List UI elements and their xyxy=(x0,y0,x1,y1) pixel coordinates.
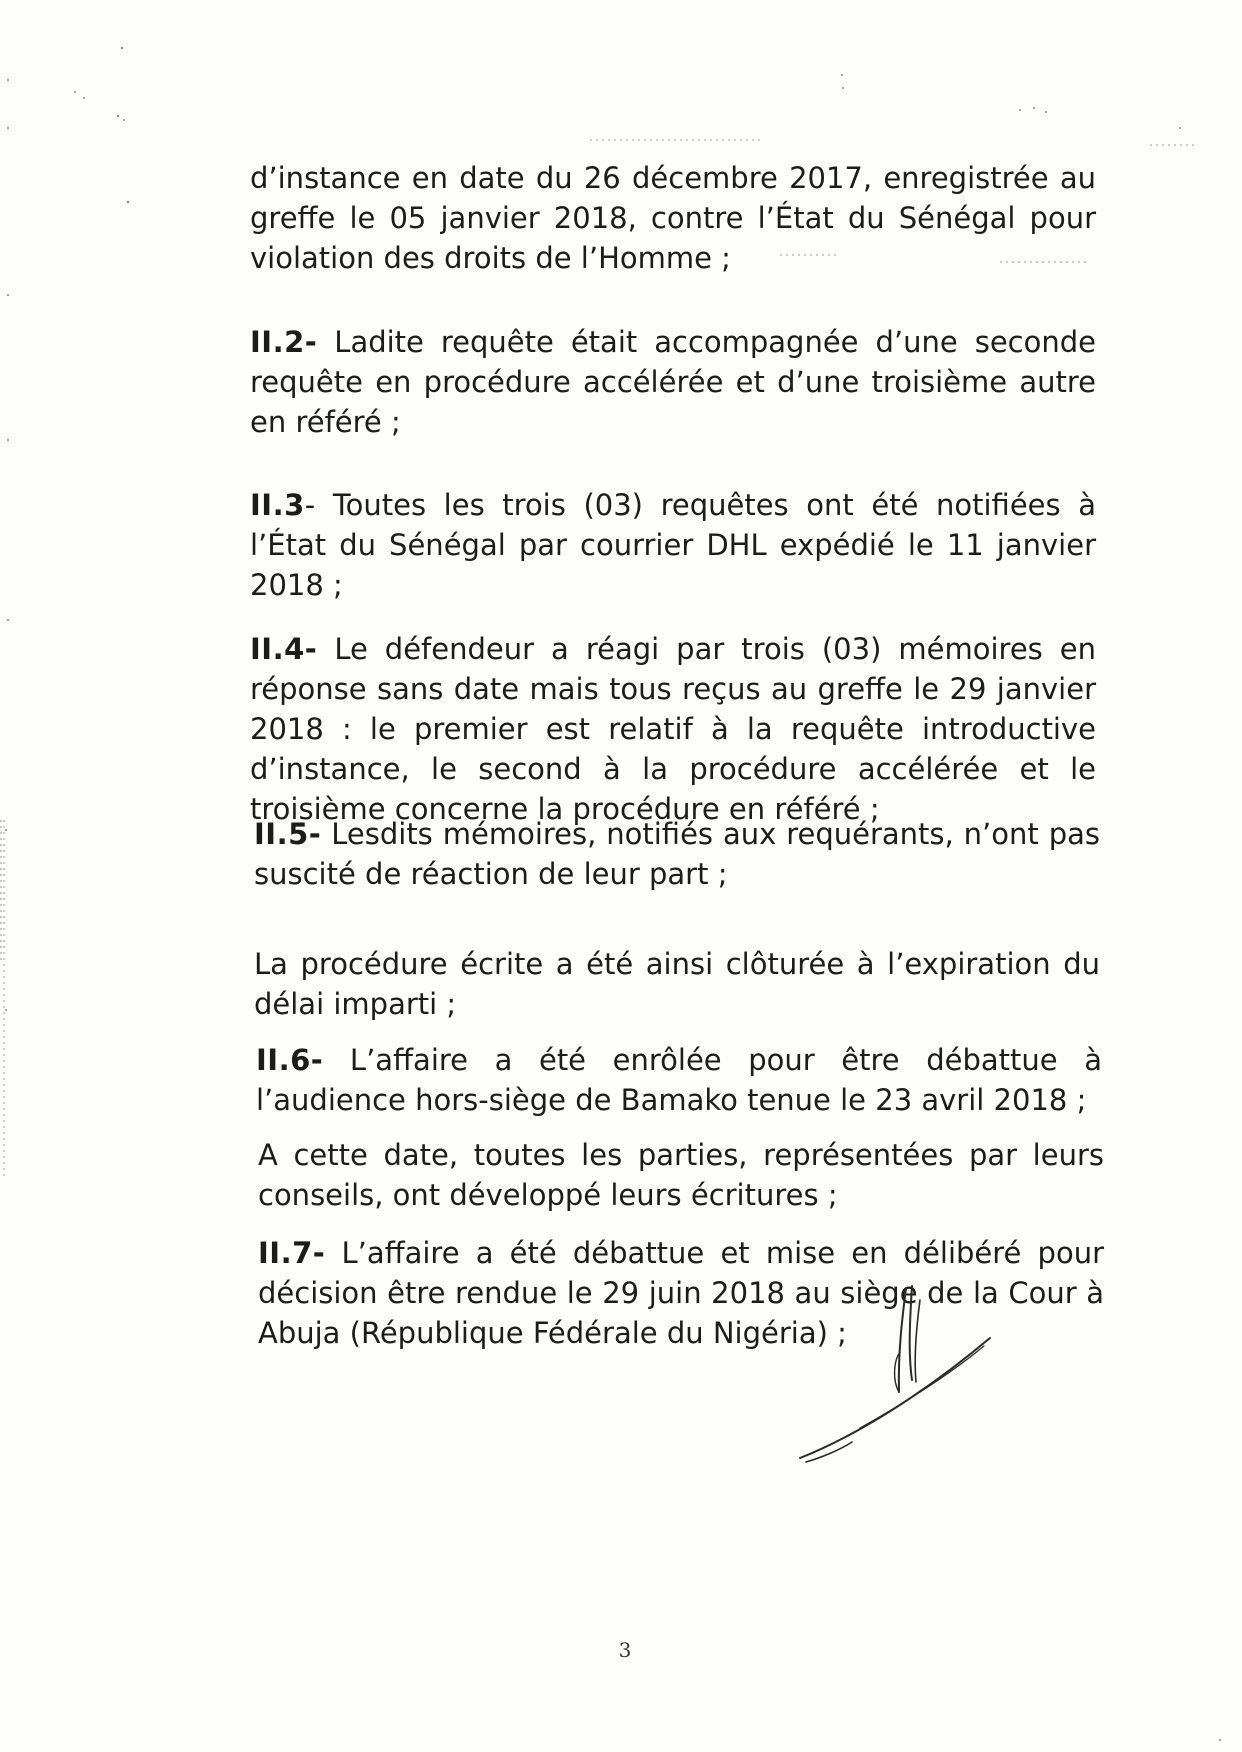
paragraph-ii-7 xyxy=(258,1233,1104,1353)
paragraph-ii-4 xyxy=(250,629,1096,829)
paragraph-text: La procédure écrite a été ainsi clôturée à l’expiration du délai imparti ; xyxy=(254,947,1100,1021)
paragraph-ii-5-continuation xyxy=(254,944,1100,1024)
page-number: 3 xyxy=(618,1638,632,1662)
paragraph-text: L’affaire a été enrôlée pour être débattue à l’audience hors-siège de Bamako tenue le 23 avril 2018 ; xyxy=(256,1043,1102,1117)
paragraph-number: II.6- xyxy=(256,1043,324,1077)
paragraph-text: Le défendeur a réagi par trois (03) mémoires en réponse sans date mais tous reçus au greffe le 29 janvier 2018 : le premier est relatif à la requête introductive d’instance, le second à la procédure accélérée et le troisième concerne la procédure en référé ; xyxy=(250,632,1096,826)
paragraph-ii-6-continuation xyxy=(258,1135,1104,1215)
paragraph-text: A cette date, toutes les parties, représentées par leurs conseils, ont développé leurs écritures ; xyxy=(258,1138,1104,1212)
paragraph-ii-3 xyxy=(250,485,1096,605)
paragraph-ii-2 xyxy=(250,322,1096,442)
paragraph-text: - Toutes les trois (03) requêtes ont été notifiées à l’État du Sénégal par courrier DHL expédié le 11 janvier 2018 ; xyxy=(250,488,1096,602)
paragraph-text: Ladite requête était accompagnée d’une seconde requête en procédure accélérée et d’une troisième autre en référé ; xyxy=(250,325,1096,439)
paragraph-continuation xyxy=(250,158,1096,278)
paragraph-number: II.3 xyxy=(250,488,305,522)
paragraph-number: II.5- xyxy=(254,817,322,851)
paragraph-text: L’affaire a été débattue et mise en délibéré pour décision être rendue le 29 juin 2018 au siège de la Cour à Abuja (République Fédérale du Nigéria) ; xyxy=(258,1236,1104,1350)
paragraph-ii-5 xyxy=(254,814,1100,894)
paragraph-number: II.7- xyxy=(258,1236,326,1270)
paragraph-number: II.2- xyxy=(250,325,318,359)
paragraph-text: d’instance en date du 26 décembre 2017, enregistrée au greffe le 05 janvier 2018, contre l’État du Sénégal pour violation des droits de l’Homme ; xyxy=(250,161,1096,275)
paragraph-number: II.4- xyxy=(250,632,318,666)
paragraph-text: Lesdits mémoires, notifiés aux requérants, n’ont pas suscité de réaction de leur part ; xyxy=(254,817,1100,891)
paragraph-ii-6 xyxy=(256,1040,1102,1120)
